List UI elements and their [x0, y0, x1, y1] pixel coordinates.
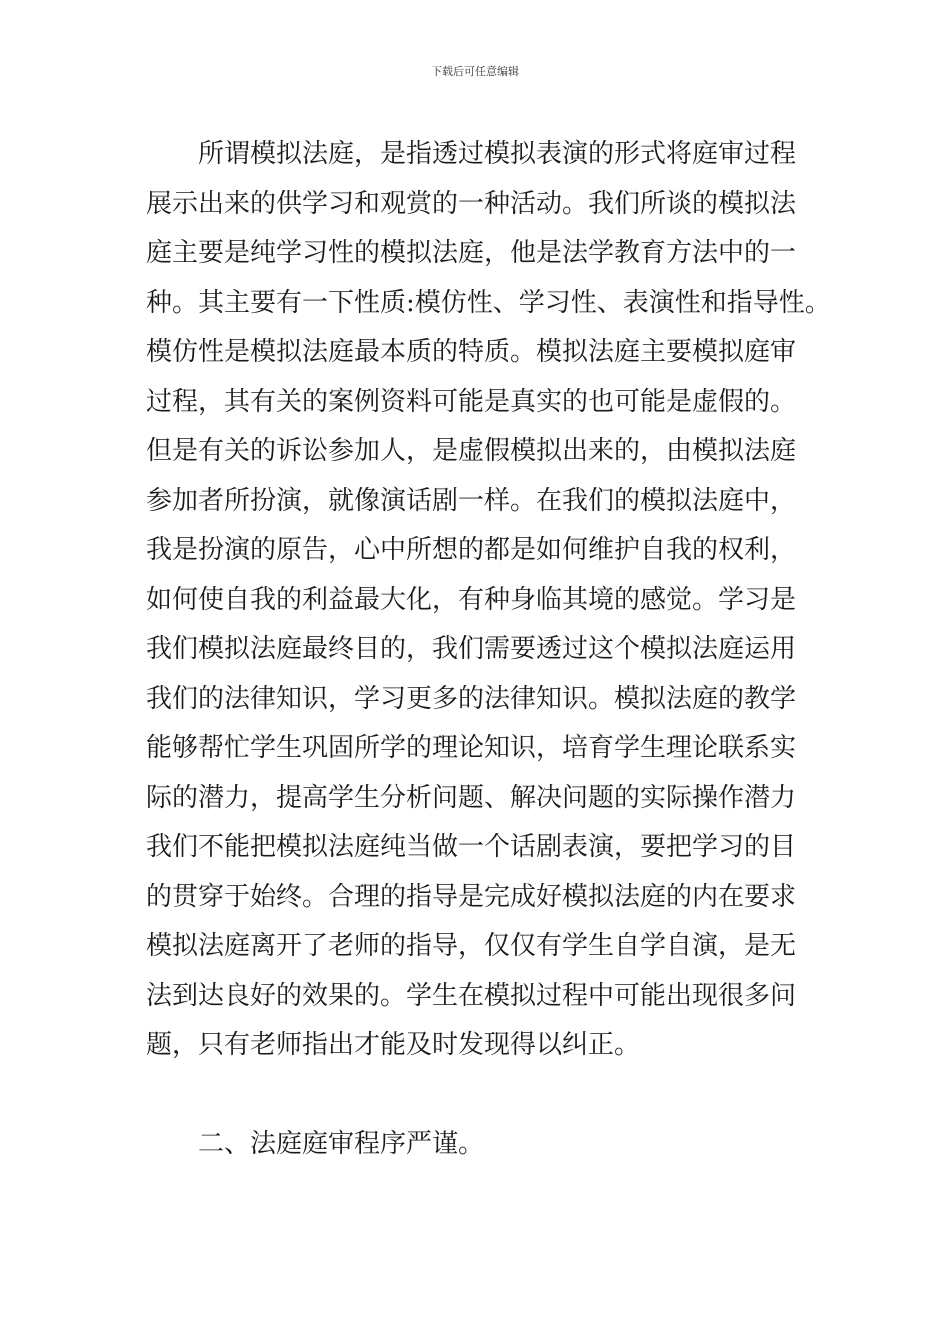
paragraph-line: 庭主要是纯学习性的模拟法庭，他是法学教育方法中的一 [146, 238, 797, 268]
paragraph-line: 过程，其有关的案例资料可能是真实的也可能是虚假的。 [146, 386, 797, 417]
paragraph-line: 展示出来的供学习和观赏的一种活动。我们所谈的模拟法 [146, 188, 797, 219]
paragraph-line: 但是有关的诉讼参加人，是虚假模拟出来的，由模拟法庭 [146, 436, 797, 466]
paragraph-line: 种。其主要有一下性质:模仿性、学习性、表演性和指导性。 [146, 287, 831, 318]
paragraph-line: 际的潜力，提高学生分析问题、解决问题的实际操作潜力 [146, 782, 797, 813]
paragraph-line: 能够帮忙学生巩固所学的理论知识，培育学生理论联系实 [146, 733, 797, 763]
page-header: 下载后可任意编辑 [431, 65, 519, 78]
paragraph-line: 模仿性是模拟法庭最本质的特质。模拟法庭主要模拟庭审 [146, 337, 797, 367]
paragraph-line: 所谓模拟法庭，是指透过模拟表演的形式将庭审过程 [198, 139, 797, 169]
paragraph-line: 的贯穿于始终。合理的指导是完成好模拟法庭的内在要求 [146, 881, 797, 912]
paragraph-line: 我们不能把模拟法庭纯当做一个话剧表演，要把学习的目 [146, 832, 797, 862]
paragraph-line: 法到达良好的效果的。学生在模拟过程中可能出现很多问 [146, 980, 797, 1011]
paragraph-line: 我们的法律知识，学习更多的法律知识。模拟法庭的教学 [146, 683, 797, 714]
paragraph-line: 我是扮演的原告，心中所想的都是如何维护自我的权利， [146, 535, 797, 565]
paragraph-line: 参加者所扮演，就像演话剧一样。在我们的模拟法庭中， [146, 485, 797, 516]
paragraph-line: 题，只有老师指出才能及时发现得以纠正。 [146, 1030, 641, 1060]
paragraph-line: 我们模拟法庭最终目的，我们需要透过这个模拟法庭运用 [146, 634, 797, 664]
paragraph-line: 如何使自我的利益最大化，有种身临其境的感觉。学习是 [146, 584, 797, 615]
paragraph-line: 模拟法庭离开了老师的指导，仅仅有学生自学自演，是无 [146, 931, 797, 961]
section-heading: 二、法庭庭审程序严谨。 [198, 1129, 485, 1159]
body-paragraph [146, 130, 831, 1071]
